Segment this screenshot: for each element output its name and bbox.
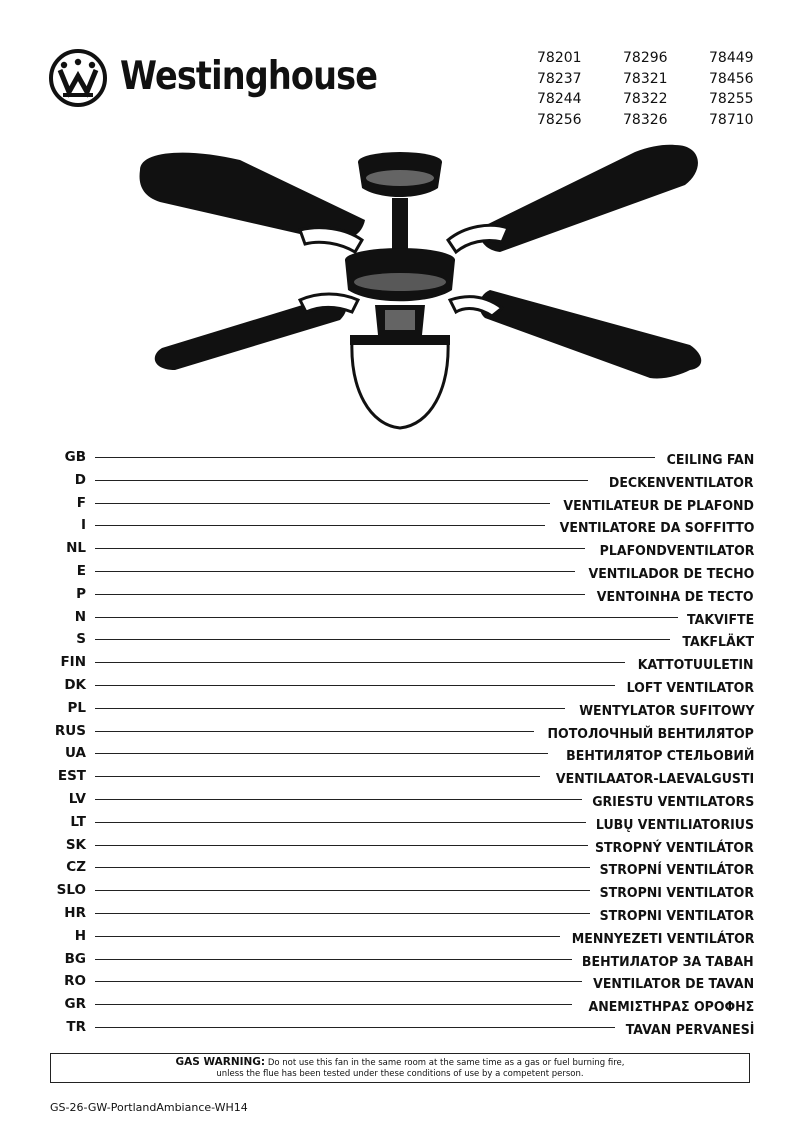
language-row [0,767,802,789]
leader-line [95,480,588,481]
product-title-translation: LOFT VENTILATOR [623,679,754,697]
model-number: 78449 [709,50,754,66]
language-row [0,676,802,698]
leader-line [95,548,585,549]
language-code: DK [64,677,86,693]
language-row [0,927,802,949]
model-number: 78256 [537,111,582,128]
language-code: SLO [56,882,86,899]
language-row [0,539,802,561]
language-row [0,699,802,721]
model-number: 78456 [709,70,754,87]
gas-warning-line1: Do not use this fan in the same room at the same time as a gas or fuel burning fire, [265,1058,625,1068]
model-number-grid [537,48,767,130]
brand-logo [48,46,378,110]
leader-line [95,959,572,960]
leader-line [95,731,534,732]
language-code: GB [64,449,86,465]
product-title-translation: ΑΝΕΜΙΣΤΗΡΑΣ ΟΡΟΦΗΣ [584,998,754,1016]
product-title-translation: MENNYEZETI VENTILÁTOR [568,930,754,948]
language-code: BG [64,950,86,967]
product-title-translation: VENTILAATOR-LAEVALGUSTI [552,770,754,788]
leader-line [95,981,582,982]
model-number: 78326 [623,111,668,128]
language-code: D [74,471,86,488]
language-code: NL [66,540,86,557]
language-row [0,562,802,584]
leader-line [95,617,678,618]
language-row [0,904,802,926]
product-title-translation: KATTOTUULETIN [634,656,754,674]
language-code: LT [70,813,86,830]
product-title-translation: VENTILATORE DA SOFFITTO [556,519,754,537]
language-code: GR [64,996,86,1013]
leader-line [95,685,615,686]
product-title-translation: STROPNÝ VENTILÁTOR [591,839,754,857]
language-row [0,995,802,1017]
product-title-translation: STROPNÍ VENTILÁTOR [596,861,754,879]
language-row [0,653,802,675]
language-code: P [76,585,86,602]
language-code: UA [65,745,86,762]
ceiling-fan-with-light-icon [130,140,710,440]
model-number: 78710 [709,111,754,128]
language-row [0,836,802,858]
language-code: CZ [66,859,86,876]
language-row [0,494,802,516]
product-title-translation: VENTILADOR DE TECHO [584,565,754,583]
leader-line [95,890,590,891]
product-title-translation: STROPNI VENTILATOR [596,884,754,902]
product-title-translation: VENTILATEUR DE PLAFOND [560,497,754,515]
gas-warning-box [50,1053,750,1083]
leader-line [95,662,625,663]
language-code: S [76,631,86,648]
leader-line [95,936,560,937]
product-title-translation: PLAFONDVENTILATOR [595,542,754,560]
product-title-translation: LUBŲ VENTILIATORIUS [592,816,754,834]
language-code: TR [66,1019,86,1035]
leader-line [95,867,590,868]
model-number: 78296 [623,50,668,66]
leader-line [95,845,588,846]
westinghouse-w-emblem-icon [48,48,108,108]
product-title-translation: TAKVIFTE [683,611,754,629]
gas-warning-line2: unless the flue has been tested under these conditions of use by a competent person. [216,1069,584,1079]
leader-line [95,594,585,595]
leader-line [95,753,548,754]
product-title-translation: ВЕНТИЛЯТОР СТЕЛЬОВИЙ [562,747,754,765]
language-code: PL [67,699,86,716]
product-title-translation: VENTOINHA DE TECTO [594,588,754,606]
product-title-translation: VENTILATOR DE TAVAN [589,975,754,993]
leader-line [95,457,655,458]
leader-line [95,708,565,709]
language-row [0,516,802,538]
language-row [0,790,802,812]
language-row [0,744,802,766]
language-row [0,585,802,607]
document-code: GS-26-GW-PortlandAmbiance-WH14 [50,1101,248,1114]
gas-warning-heading: GAS WARNING: [175,1056,266,1068]
language-code: LV [68,791,86,807]
leader-line [95,1027,615,1028]
language-code: RUS [54,722,86,739]
language-row [0,1018,802,1040]
language-row [0,881,802,903]
language-code: RO [64,973,86,990]
leader-line [95,822,586,823]
language-code: F [76,494,86,511]
language-row [0,813,802,835]
brand-name: Westinghouse [120,54,378,99]
leader-line [95,1004,572,1005]
language-code: H [74,927,86,944]
leader-line [95,525,545,526]
model-number: 78321 [623,70,668,87]
language-code: N [74,608,86,625]
product-title-translation: GRIESTU VENTILATORS [588,793,754,811]
language-row [0,972,802,994]
language-code: EST [57,768,86,785]
leader-line [95,571,575,572]
leader-line [95,639,670,640]
product-title-translation: ПОТОЛОЧНЫЙ ВЕНТИЛЯТОР [544,725,754,743]
language-row [0,722,802,744]
product-title-translation: WENTYLATOR SUFITOWY [575,702,754,720]
language-row [0,630,802,652]
leader-line [95,913,590,914]
language-row [0,448,802,470]
language-code: SK [65,836,86,853]
leader-line [95,776,540,777]
language-code: HR [64,905,86,921]
language-row [0,950,802,972]
language-code: FIN [60,654,86,671]
language-row [0,858,802,880]
product-title-translation: TAVAN PERVANESİ [622,1021,754,1039]
language-code: I [80,517,86,534]
leader-line [95,799,582,800]
model-number: 78201 [537,50,582,66]
model-number: 78244 [537,91,582,107]
model-number: 78322 [623,91,668,107]
model-number: 78237 [537,70,582,87]
product-title-translation: DECKENVENTILATOR [606,474,754,492]
product-title-translation: CEILING FAN [663,451,754,469]
language-row [0,471,802,493]
language-code: E [76,563,86,579]
product-title-translation: STROPNI VENTILATOR [596,907,754,925]
leader-line [95,503,550,504]
language-row [0,608,802,630]
product-title-translation: ВЕНТИЛАТОР ЗА ТАВАН [579,953,754,971]
product-title-translation: TAKFLÄKT [679,633,754,651]
model-number: 78255 [709,91,754,107]
